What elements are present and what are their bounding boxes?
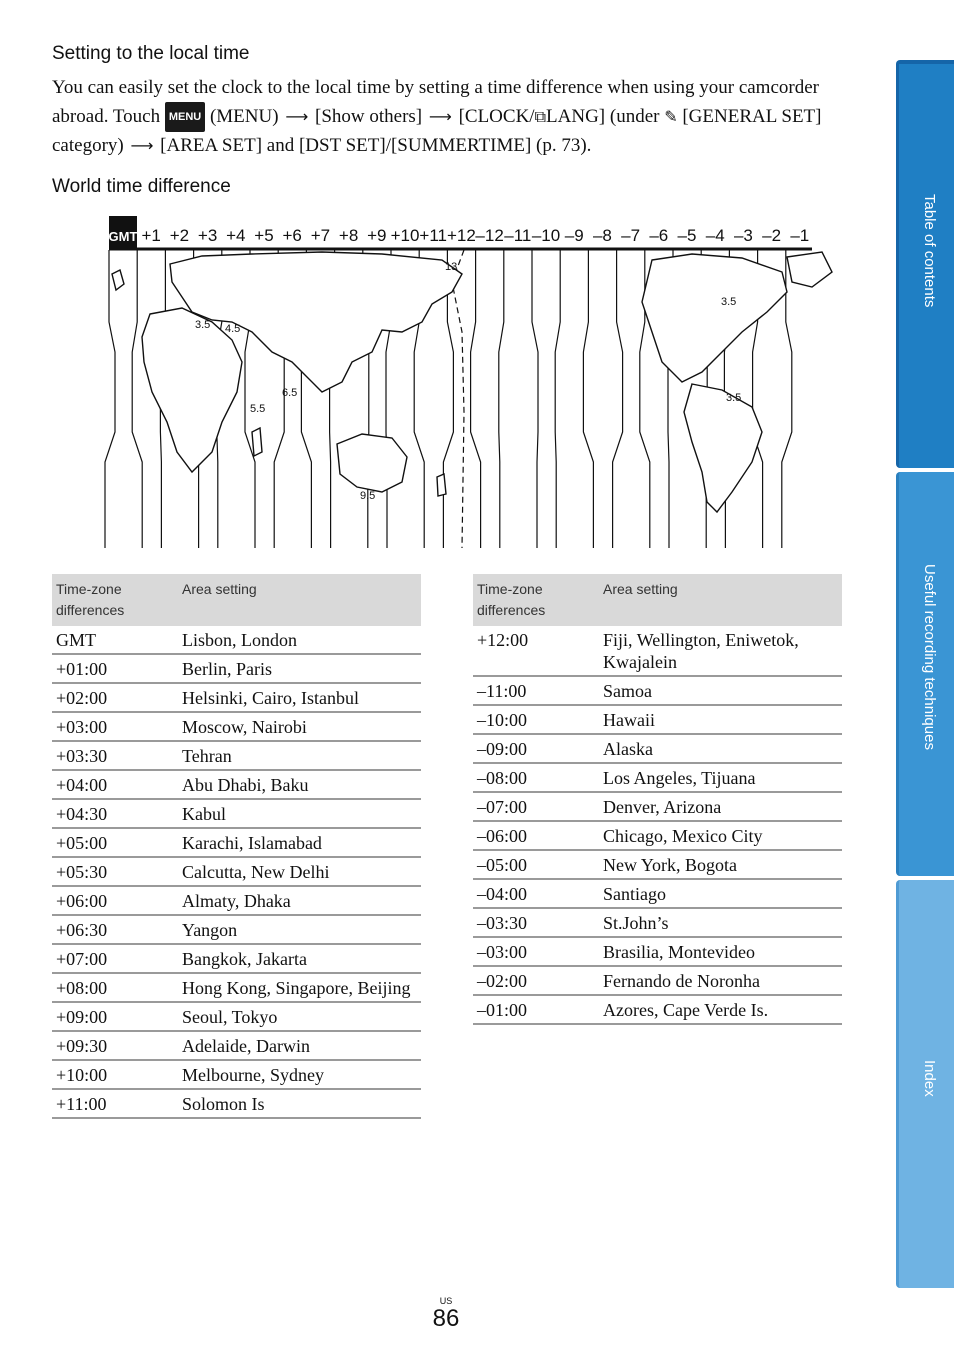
tab-index[interactable] — [896, 880, 954, 1288]
timezone-cell: +09:30 — [52, 1031, 178, 1060]
table-row — [52, 799, 421, 828]
area-cell: Karachi, Islamabad — [178, 828, 421, 857]
area-cell: Melbourne, Sydney — [178, 1060, 421, 1089]
timezone-label: –8 — [592, 226, 612, 245]
area-cell: Chicago, Mexico City — [599, 821, 842, 850]
locale-label: US — [439, 1296, 453, 1306]
timezone-label: –9 — [564, 226, 584, 245]
timezone-label: +11 — [419, 226, 447, 245]
timezone-cell: –05:00 — [473, 850, 599, 879]
area-cell: Abu Dhabi, Baku — [178, 770, 421, 799]
timezone-cell: –04:00 — [473, 879, 599, 908]
timezone-label: –10 — [531, 226, 561, 245]
timezone-cell: –09:00 — [473, 734, 599, 763]
map-offset-label: 9.5 — [360, 490, 376, 502]
clock-lang-icon: ⧉ — [534, 107, 547, 126]
table-row — [52, 712, 421, 741]
table-row — [52, 1060, 421, 1089]
timezone-cell: +06:30 — [52, 915, 178, 944]
area-cell: Alaska — [599, 734, 842, 763]
timezone-label: –11 — [504, 226, 532, 245]
table-row — [473, 676, 842, 705]
timezone-cell: +01:00 — [52, 654, 178, 683]
timezone-cell: –03:00 — [473, 937, 599, 966]
timezone-cell: +05:30 — [52, 857, 178, 886]
timezone-label: +2 — [169, 226, 190, 245]
tab-label-toc: Table of contents — [921, 194, 938, 308]
timezone-cell: –06:00 — [473, 821, 599, 850]
timezone-cell: +12:00 — [473, 626, 599, 676]
table-row — [473, 763, 842, 792]
table-row — [52, 886, 421, 915]
continent-south-america — [684, 384, 762, 512]
table-row — [52, 683, 421, 712]
timezone-cell: –07:00 — [473, 792, 599, 821]
island-new-zealand — [437, 474, 446, 496]
intro-text-1: You can easily set the clock to the local time by setting a time difference when using your camcorder abroad. Touch — [52, 77, 819, 127]
island-greenland — [787, 252, 832, 287]
map-offset-label: 5.5 — [250, 403, 266, 415]
area-cell: Tehran — [178, 741, 421, 770]
island-uk — [112, 270, 124, 290]
timezone-boundary — [132, 250, 142, 548]
timezone-label: +5 — [254, 226, 274, 245]
timezone-cell: –01:00 — [473, 995, 599, 1024]
table-row — [473, 908, 842, 937]
timezone-label: +9 — [367, 226, 387, 245]
table-row — [52, 770, 421, 799]
timezone-cell: +04:00 — [52, 770, 178, 799]
tab-table-of-contents[interactable] — [896, 60, 954, 468]
timezone-label: +7 — [310, 226, 331, 245]
timezone-table-right — [473, 574, 842, 1025]
map-offset-label: 4.5 — [225, 323, 241, 335]
area-cell: St.John’s — [599, 908, 842, 937]
timezone-label: +12 — [446, 226, 476, 245]
timezone-cell: +09:00 — [52, 1002, 178, 1031]
area-cell: Almaty, Dhaka — [178, 886, 421, 915]
section-local-title: Setting to the local time — [52, 43, 250, 64]
page-footer — [426, 1296, 466, 1332]
timezone-label: +4 — [226, 226, 246, 245]
timezone-cell: +11:00 — [52, 1089, 178, 1118]
timezone-boundary — [613, 250, 623, 548]
page-number: 86 — [432, 1305, 460, 1332]
area-cell: Seoul, Tokyo — [178, 1002, 421, 1031]
menu-icon: MENU — [165, 102, 205, 132]
table-header-area: Area setting — [599, 574, 842, 626]
timezone-boundary — [105, 250, 115, 548]
area-cell: Fernando de Noronha — [599, 966, 842, 995]
area-cell: Adelaide, Darwin — [178, 1031, 421, 1060]
table-row — [52, 1089, 421, 1118]
area-cell: Azores, Cape Verde Is. — [599, 995, 842, 1024]
table-row — [52, 973, 421, 1002]
table-header-area: Area setting — [178, 574, 421, 626]
table-header-timezone: Time-zone differences — [52, 574, 178, 626]
area-cell: Santiago — [599, 879, 842, 908]
intro-text-7: [AREA SET] and [DST SET]/[SUMMERTIME] (p. 73). — [160, 135, 592, 156]
timezone-label: +6 — [282, 226, 302, 245]
timezone-cell: –10:00 — [473, 705, 599, 734]
timezone-label: –4 — [705, 226, 725, 245]
table-row — [52, 1002, 421, 1031]
table-row — [473, 792, 842, 821]
timezone-cell: –03:30 — [473, 908, 599, 937]
area-cell: Hong Kong, Singapore, Beijing — [178, 973, 421, 1002]
table-row — [52, 626, 421, 654]
timezone-cell: +08:00 — [52, 973, 178, 1002]
arrow-right-icon: ⟶ — [428, 107, 452, 126]
timezone-boundary — [499, 250, 504, 548]
timezone-cell: –08:00 — [473, 763, 599, 792]
intro-text-5: LANG] (under — [546, 106, 660, 127]
continent-australia — [337, 434, 407, 492]
table-row — [473, 995, 842, 1024]
timezone-label: –1 — [790, 226, 810, 245]
area-cell: Helsinki, Cairo, Istanbul — [178, 683, 421, 712]
table-row — [52, 857, 421, 886]
timezone-cell: –11:00 — [473, 676, 599, 705]
tab-label-index: Index — [921, 1060, 938, 1097]
intro-text-6: [GENERAL SET] category) — [52, 106, 822, 156]
timezone-boundary — [532, 250, 538, 548]
world-time-map — [52, 212, 842, 548]
map-offset-label: 6.5 — [282, 387, 298, 399]
table-row — [52, 828, 421, 857]
timezone-cell: +04:30 — [52, 799, 178, 828]
area-cell: Los Angeles, Tijuana — [599, 763, 842, 792]
area-cell: Brasilia, Montevideo — [599, 937, 842, 966]
map-offset-label: 3.5 — [721, 296, 737, 308]
table-row — [473, 879, 842, 908]
timezone-label: –2 — [762, 226, 782, 245]
table-row — [52, 944, 421, 973]
area-cell: Moscow, Nairobi — [178, 712, 421, 741]
timezone-boundary — [471, 250, 481, 548]
table-row — [52, 654, 421, 683]
timezone-label: –3 — [733, 226, 753, 245]
area-cell: Hawaii — [599, 705, 842, 734]
tab-useful-recording-techniques[interactable] — [896, 472, 954, 876]
table-row — [473, 705, 842, 734]
timezone-table-left — [52, 574, 421, 1119]
timezone-label: +1 — [141, 226, 161, 245]
timezone-cell: +03:30 — [52, 741, 178, 770]
table-row — [473, 821, 842, 850]
map-offset-label: 3.5 — [195, 319, 211, 331]
area-cell: Yangon — [178, 915, 421, 944]
table-row — [52, 741, 421, 770]
timezone-cell: +10:00 — [52, 1060, 178, 1089]
intro-text-3: [Show others] — [315, 106, 423, 127]
map-offset-label: 3.5 — [726, 392, 742, 404]
timezone-cell: GMT — [52, 626, 178, 654]
area-cell: Lisbon, London — [178, 626, 421, 654]
table-header-timezone: Time-zone differences — [473, 574, 599, 626]
area-cell: Solomon Is — [178, 1089, 421, 1118]
area-cell: Calcutta, New Delhi — [178, 857, 421, 886]
timezone-cell: +07:00 — [52, 944, 178, 973]
timezone-cell: +06:00 — [52, 886, 178, 915]
timezone-cell: +02:00 — [52, 683, 178, 712]
tab-label-techniques: Useful recording techniques — [921, 564, 938, 750]
timezone-label: –6 — [649, 226, 669, 245]
table-row — [52, 1031, 421, 1060]
wrench-icon: ✎ — [664, 107, 678, 126]
section-world-title: World time difference — [52, 176, 231, 197]
area-cell: New York, Bogota — [599, 850, 842, 879]
intro-text-4: [CLOCK/ — [458, 106, 535, 127]
timezone-label: +8 — [338, 226, 359, 245]
table-row — [473, 850, 842, 879]
area-cell: Denver, Arizona — [599, 792, 842, 821]
timezone-label: –7 — [621, 226, 641, 245]
timezone-label: +3 — [197, 226, 218, 245]
continent-north-america — [642, 254, 787, 382]
intro-paragraph — [52, 74, 842, 160]
timezone-label: –5 — [677, 226, 697, 245]
timezone-label: –12 — [475, 226, 504, 245]
timezone-label: GMT — [108, 229, 138, 244]
table-row — [52, 915, 421, 944]
map-offset-label: 13 — [445, 261, 458, 273]
timezone-cell: –02:00 — [473, 966, 599, 995]
area-cell: Fiji, Wellington, Eniwetok, Kwajalein — [599, 626, 842, 676]
area-cell: Berlin, Paris — [178, 654, 421, 683]
timezone-labels — [109, 216, 810, 250]
intro-text-2: (MENU) — [209, 106, 279, 127]
timezone-cell: +03:00 — [52, 712, 178, 741]
timezone-cell: +05:00 — [52, 828, 178, 857]
table-row — [473, 937, 842, 966]
table-row — [473, 626, 842, 676]
table-row — [473, 734, 842, 763]
timezone-label: +10 — [390, 226, 420, 245]
timezone-boundary — [555, 250, 560, 548]
timezone-boundary — [583, 250, 593, 548]
island-madagascar — [252, 428, 262, 456]
table-row — [473, 966, 842, 995]
area-cell: Kabul — [178, 799, 421, 828]
arrow-right-icon: ⟶ — [130, 136, 154, 155]
area-cell: Bangkok, Jakarta — [178, 944, 421, 973]
arrow-right-icon: ⟶ — [285, 107, 309, 126]
area-cell: Samoa — [599, 676, 842, 705]
